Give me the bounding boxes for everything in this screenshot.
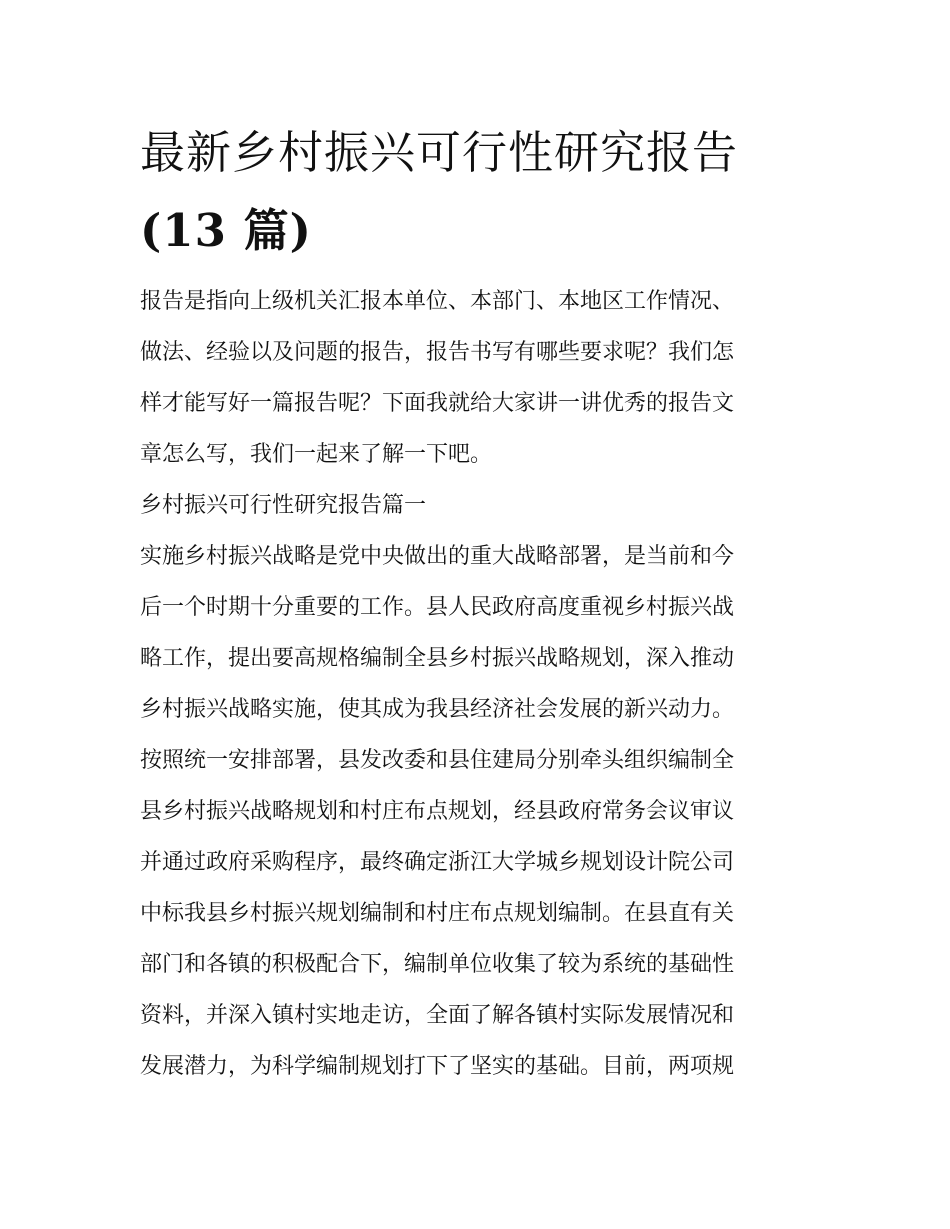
body-line: 按照统一安排部署，县发改委和县住建局分别牵头组织编制全 (140, 748, 735, 773)
intro-line: 样才能写好一篇报告呢？下面我就给大家讲一讲优秀的报告文 (140, 391, 735, 416)
body-line: 资料，并深入镇村实地走访，全面了解各镇村实际发展情况和 (140, 1003, 735, 1028)
body-line: 中标我县乡村振兴规划编制和村庄布点规划编制。在县直有关 (140, 901, 735, 926)
section-heading: 乡村振兴可行性研究报告篇一 (140, 493, 427, 518)
document-title (140, 114, 812, 270)
body-line: 部门和各镇的积极配合下，编制单位收集了较为系统的基础性 (140, 952, 735, 977)
body-line: 后一个时期十分重要的工作。县人民政府高度重视乡村振兴战 (140, 595, 735, 620)
title-line-2: (13 篇) (140, 204, 312, 257)
intro-line: 章怎么写，我们一起来了解一下吧。 (140, 442, 493, 467)
document-body (140, 276, 812, 1092)
body-line: 发展潜力，为科学编制规划打下了坚实的基础。目前，两项规 (140, 1054, 735, 1079)
body-line: 并通过政府采购程序，最终确定浙江大学城乡规划设计院公司 (140, 850, 735, 875)
body-line: 县乡村振兴战略规划和村庄布点规划，经县政府常务会议审议 (140, 799, 735, 824)
intro-line: 做法、经验以及问题的报告，报告书写有哪些要求呢？我们怎 (140, 340, 735, 365)
title-line-1: 最新乡村振兴可行性研究报告 (140, 126, 739, 179)
body-line: 略工作，提出要高规格编制全县乡村振兴战略规划，深入推动 (140, 646, 735, 671)
intro-line: 报告是指向上级机关汇报本单位、本部门、本地区工作情况、 (140, 289, 735, 314)
body-line: 实施乡村振兴战略是党中央做出的重大战略部署，是当前和今 (140, 544, 735, 569)
body-line: 乡村振兴战略实施，使其成为我县经济社会发展的新兴动力。 (140, 697, 735, 722)
